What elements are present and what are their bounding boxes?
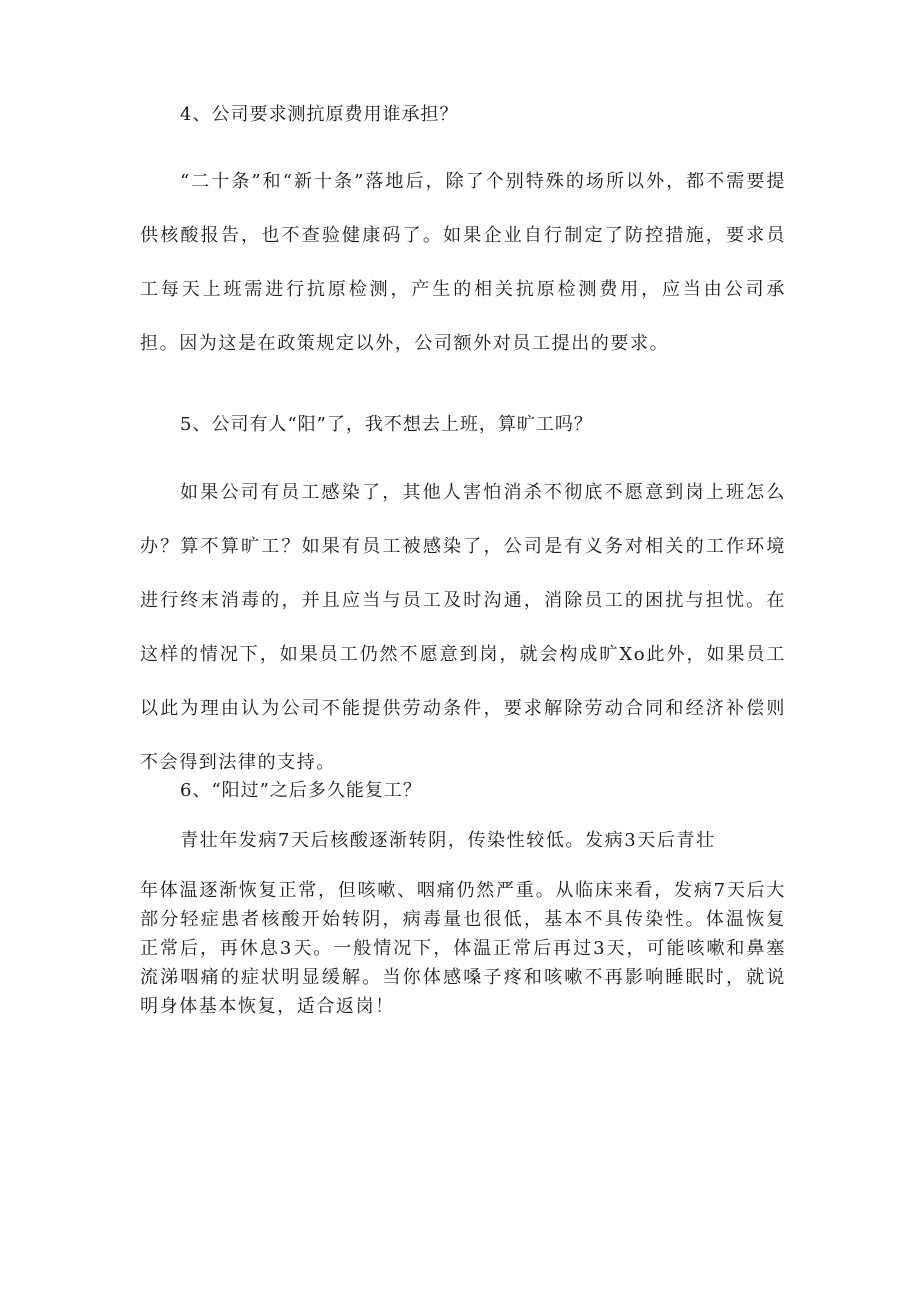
section-6-heading: 6、“阳过”之后多久能复工？: [180, 780, 422, 801]
section-4-heading: 4、公司要求测抗原费用谁承担？: [180, 104, 459, 125]
section-6-lead: 青壮年发病7天后核酸逐渐转阴，传染性较低。发病3天后青壮: [180, 830, 716, 851]
section-5-body: 如果公司有员工感染了，其他人害怕消杀不彻底不愿意到岗上班怎么办？算不算旷工？如果有员工被感染了，公司是有义务对相关的工作环境进行终末消毒的，并且应当与员工及时沟通，消除员工的困扰与担忧。在这样的情况下，如果员工仍然不愿意到岗，就会构成旷Xo此外，如果员工以此为理由认为公司不能提供劳动条件，要求解除劳动合同和经济补偿则不会得到法律的支持。: [140, 482, 786, 773]
section-5-heading: 5、公司有人“阳”了，我不想去上班，算旷工吗？: [180, 414, 593, 435]
section-4-body: “二十条”和“新十条”落地后，除了个别特殊的场所以外，都不需要提供核酸报告，也不查验健康码了。如果企业自行制定了防控措施，要求员工每天上班需进行抗原检测，产生的相关抗原检测费用，应当由公司承担。因为这是在政策规定以外，公司额外对员工提出的要求。: [140, 171, 786, 354]
section-6-body: 年体温逐渐恢复正常，但咳嗽、咽痛仍然严重。从临床来看，发病7天后大部分轻症患者核酸开始转阴，病毒量也很低，基本不具传染性。体温恢复正常后，再休息3天。一般情况下，体温正常后再过3天，可能咳嗽和鼻塞流涕咽痛的症状明显缓解。当你体感嗓子疼和咳嗽不再影响睡眠时，就说明身体基本恢复，适合返岗！: [140, 880, 786, 1017]
